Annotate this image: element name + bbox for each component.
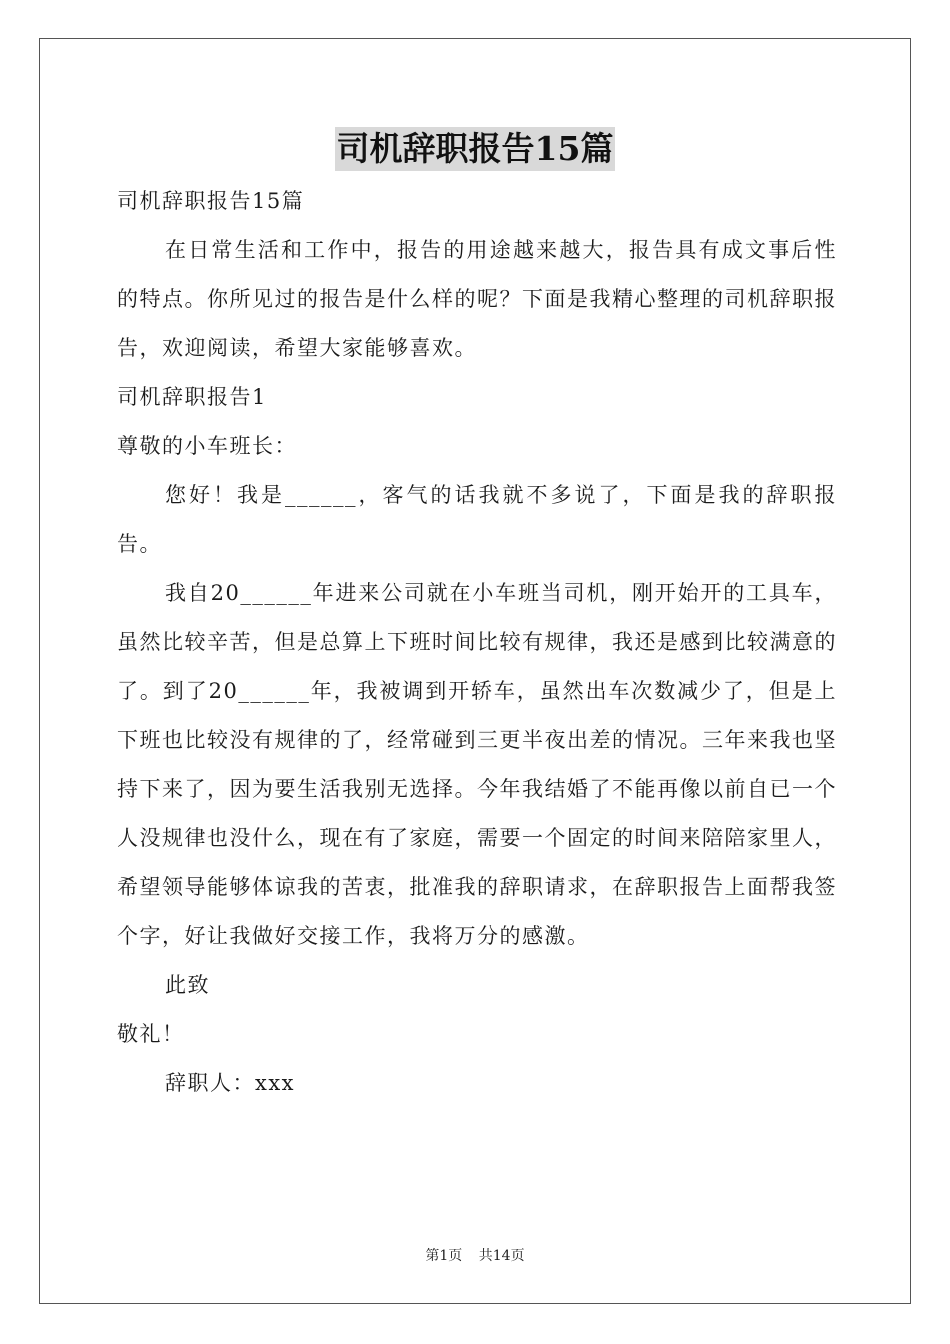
salutation: 尊敬的小车班长： xyxy=(117,434,297,458)
signature-line: 辞职人：xxx xyxy=(165,1071,296,1095)
closing-line-2: 敬礼！ xyxy=(117,1022,185,1046)
closing-line-1: 此致 xyxy=(165,973,210,997)
document-subtitle: 司机辞职报告15篇 xyxy=(117,189,305,213)
intro-paragraph: 在日常生活和工作中，报告的用途越来越大，报告具有成文事后性的特点。你所见过的报告是什么样的呢？下面是我精心整理的司机辞职报告，欢迎阅读，希望大家能够喜欢。 xyxy=(117,238,837,360)
page-number-current: 第1页 xyxy=(425,1248,463,1264)
document-body xyxy=(117,177,837,1108)
body-paragraph-2: 我自20______年进来公司就在小车班当司机，刚开始开的工具车，虽然比较辛苦，但是总算上下班时间比较有规律，我还是感到比较满意的了。到了20______年，我被调到开轿车，虽然出车次数减少了，但是上下班也比较没有规律的了，经常碰到三更半夜出差的情况。三年来我也坚持下来了，因为要生活我别无选择。今年我结婚了不能再像以前自已一个人没规律也没什么，现在有了家庭，需要一个固定的时间来陪陪家里人，希望领导能够体谅我的苦衷，批准我的辞职请求，在辞职报告上面帮我签个字，好让我做好交接工作，我将万分的感激。 xyxy=(117,581,837,948)
document-title: 司机辞职报告15篇 xyxy=(335,127,616,171)
page-footer xyxy=(0,1245,950,1265)
title-container xyxy=(0,127,950,171)
body-paragraph-1: 您好！我是______，客气的话我就不多说了，下面是我的辞职报告。 xyxy=(117,483,837,556)
section-heading: 司机辞职报告1 xyxy=(117,385,267,409)
page-number-total: 共14页 xyxy=(478,1248,525,1264)
